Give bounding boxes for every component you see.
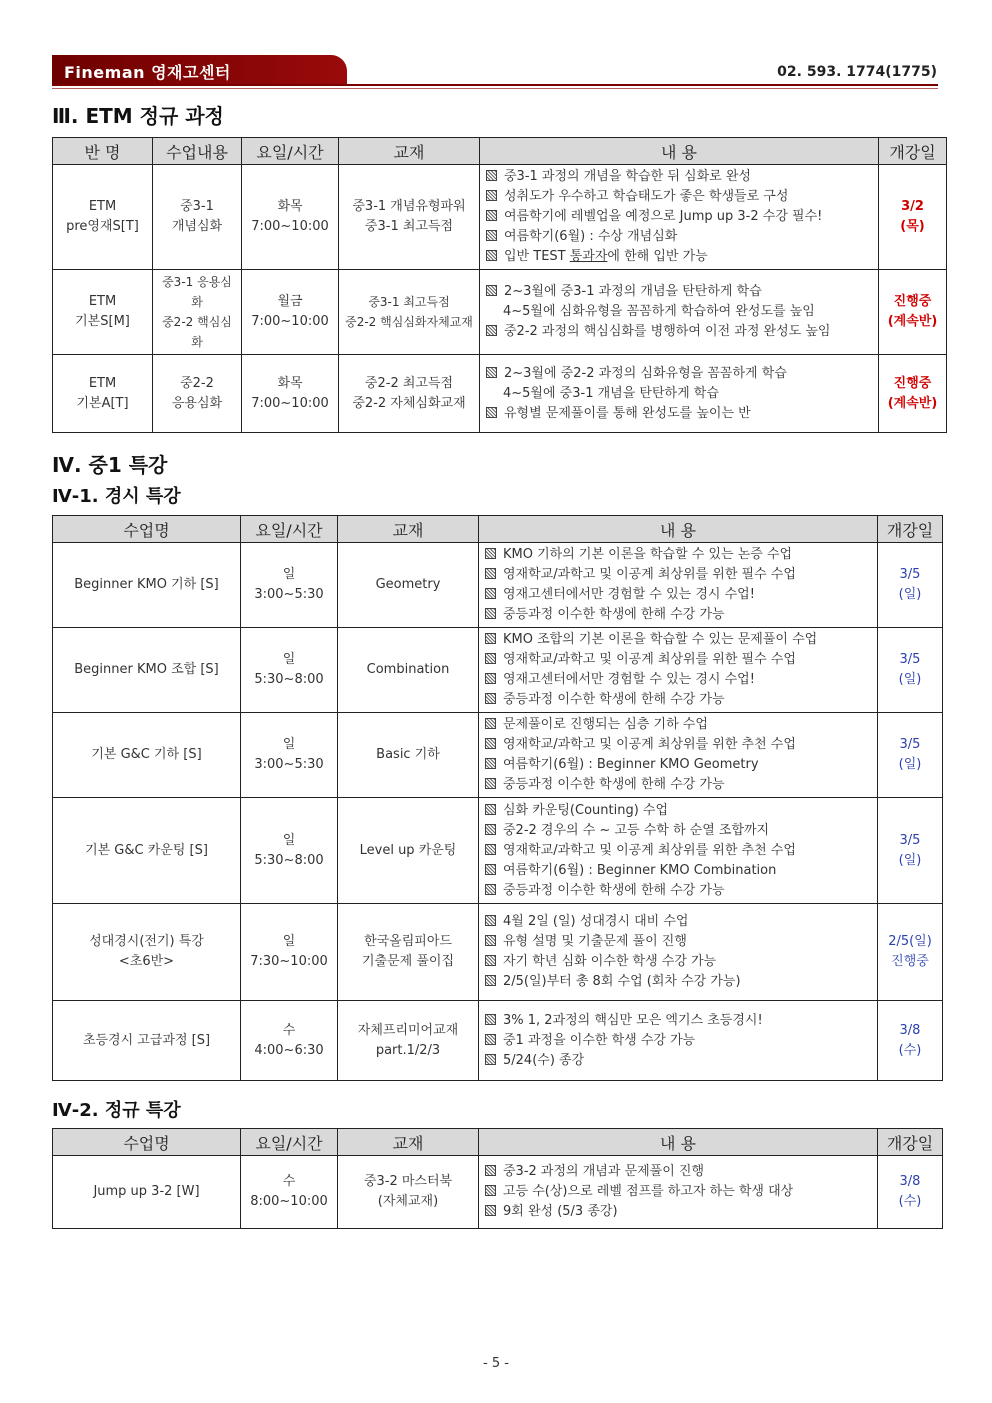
list-item: 4~5월에 중3-1 개념을 탄탄하게 학습 [503,385,719,401]
book-cell: 중3-1 개념유형파워 중3-1 최고득점 [339,165,480,270]
table-row [53,165,947,270]
underlined-text: 통과자 [569,249,608,264]
etm-header-row [53,138,947,165]
contest-header-row [53,516,943,543]
list-item: 9회 완성 (5/3 종강) [485,1202,871,1222]
list-item: 영재학교/과학고 및 이공계 최상위를 위한 추천 수업 [485,735,871,755]
class-name-cell: ETM 기본A[T] [53,355,153,433]
regular-table [52,1128,943,1229]
checkbox-bullet-icon [486,407,497,418]
table-row [53,628,943,713]
list-item: 입반 TEST 통과자에 한해 입반 가능 [486,247,872,267]
list-item: 여름학기(6월) : Beginner KMO Geometry [485,755,871,775]
lesson-cell: 중2-2 응용심화 [153,355,242,433]
list-item: 중등과정 이수한 학생에 한해 수강 가능 [485,690,871,710]
checkbox-bullet-icon [485,1054,496,1065]
book-cell: 중3-1 최고득점 중2-2 핵심심화자체교재 [339,270,480,355]
checkbox-bullet-icon [485,864,496,875]
description-cell [479,904,878,1001]
list-item: 문제풀이로 진행되는 심층 기하 수업 [485,715,871,735]
book-cell: Level up 카운팅 [338,798,479,904]
col-header: 내 용 [479,1129,878,1156]
col-header: 개강일 [878,516,943,543]
checkbox-bullet-icon [486,190,497,201]
checkbox-bullet-icon [485,1185,496,1196]
open-date-cell: 3/5 (일) [878,628,943,713]
checkbox-bullet-icon [485,884,496,895]
lesson-cell: 중3-1 응용심화 중2-2 핵심심화 [153,270,242,355]
open-date-cell: 3/5 (일) [878,543,943,628]
brand-tab [52,55,347,85]
list-item: 중등과정 이수한 학생에 한해 수강 가능 [485,605,871,625]
table-row [53,543,943,628]
list-item: 중2-2 과정의 핵심심화를 병행하여 이전 과정 완성도 높임 [486,322,872,342]
time-cell: 일 5:30~8:00 [241,628,338,713]
course-name-cell: 초등경시 고급과정 [S] [53,1001,241,1081]
book-cell: 중3-2 마스터북 (자체교재) [338,1156,479,1229]
list-item: 여름학기(6월) : Beginner KMO Combination [485,861,871,881]
course-name-cell: 기본 G&C 기하 [S] [53,713,241,798]
col-header: 수업내용 [153,138,242,165]
list-item: 4~5월에 심화유형을 꼼꼼하게 학습하여 완성도를 높임 [503,304,815,319]
subsection-title-regular: Ⅳ-2. 정규 특강 [52,1100,181,1121]
col-header: 요일/시간 [242,138,339,165]
time-cell: 일 3:00~5:30 [241,713,338,798]
page-number: - 5 - [483,1356,509,1371]
section-title-etm: Ⅲ. ETM 정규 과정 [52,104,224,128]
open-date-cell: 진행중 (계속반) [879,355,947,433]
open-date-cell: 2/5(일) 진행중 [878,904,943,1001]
list-item: 자기 학년 심화 이수한 학생 수강 가능 [485,952,871,972]
list-item: 중등과정 이수한 학생에 한해 수강 가능 [485,881,871,901]
col-header: 요일/시간 [241,516,338,543]
open-date-cell: 3/2 (목) [879,165,947,270]
section-title-middle1: Ⅳ. 중1 특강 [52,453,168,477]
description-cell [479,713,878,798]
list-item: 영재학교/과학고 및 이공계 최상위를 위한 필수 수업 [485,565,871,585]
book-cell: 중2-2 최고득점 중2-2 자체심화교재 [339,355,480,433]
list-item: 고등 수(상)으로 레벨 점프를 하고자 하는 학생 대상 [485,1182,871,1202]
description-cell [480,270,879,355]
list-item: 유형 설명 및 기출문제 풀이 진행 [485,932,871,952]
open-date-cell: 진행중 (계속반) [879,270,947,355]
list-item: 2~3월에 중3-1 과정의 개념을 탄탄하게 학습 [486,282,872,302]
contest-table [52,515,943,1081]
time-cell: 화목 7:00~10:00 [242,165,339,270]
checkbox-bullet-icon [485,633,496,644]
class-name-cell: ETM 기본S[M] [53,270,153,355]
checkbox-bullet-icon [485,588,496,599]
list-item: 중2-2 경우의 수 ~ 고등 수학 하 순열 조합까지 [485,821,871,841]
checkbox-bullet-icon [486,230,497,241]
open-date-cell: 3/5 (일) [878,713,943,798]
open-date-cell: 3/5 (일) [878,798,943,904]
brand-title: Fineman 영재고센터 [64,63,231,82]
col-header: 교재 [339,138,480,165]
checkbox-bullet-icon [485,804,496,815]
checkbox-bullet-icon [486,285,497,296]
checkbox-bullet-icon [486,325,497,336]
table-row [53,798,943,904]
lesson-cell: 중3-1 개념심화 [153,165,242,270]
checkbox-bullet-icon [485,1014,496,1025]
course-name-cell: 성대경시(전기) 특강 <초6반> [53,904,241,1001]
checkbox-bullet-icon [485,568,496,579]
table-row [53,1001,943,1081]
course-name-cell: 기본 G&C 카운팅 [S] [53,798,241,904]
table-row [53,355,947,433]
list-item: 중3-2 과정의 개념과 문제풀이 진행 [485,1162,871,1182]
phone-number: 02. 593. 1774(1775) [777,64,937,80]
list-item: 3% 1, 2과정의 핵심만 모은 엑기스 초등경시! [485,1011,871,1031]
description-cell [479,1156,878,1229]
list-item: 5/24(수) 종강 [485,1051,871,1071]
checkbox-bullet-icon [486,170,497,181]
list-item: 중1 과정을 이수한 학생 수강 가능 [485,1031,871,1051]
time-cell: 수 8:00~10:00 [241,1156,338,1229]
table-row [53,713,943,798]
list-item: 유형별 문제풀이를 통해 완성도를 높이는 반 [486,404,872,424]
list-item: 여름학기에 레벨업을 예정으로 Jump up 3-2 수강 필수! [486,207,872,227]
header-rule-thin [52,88,938,89]
checkbox-bullet-icon [485,975,496,986]
col-header: 내 용 [480,138,879,165]
checkbox-bullet-icon [485,608,496,619]
checkbox-bullet-icon [485,844,496,855]
list-item: 성취도가 우수하고 학습태도가 좋은 학생들로 구성 [486,187,872,207]
col-header: 요일/시간 [241,1129,338,1156]
checkbox-bullet-icon [485,653,496,664]
course-name-cell: Beginner KMO 조합 [S] [53,628,241,713]
checkbox-bullet-icon [485,1034,496,1045]
time-cell: 일 3:00~5:30 [241,543,338,628]
list-item: KMO 조합의 기본 이론을 학습할 수 있는 문제풀이 수업 [485,630,871,650]
list-item: 영재고센터에서만 경험할 수 있는 경시 수업! [485,585,871,605]
checkbox-bullet-icon [485,673,496,684]
description-cell [480,355,879,433]
checkbox-bullet-icon [485,718,496,729]
list-item: 4월 2일 (일) 성대경시 대비 수업 [485,912,871,932]
checkbox-bullet-icon [486,367,497,378]
header-rule [52,84,938,86]
checkbox-bullet-icon [485,1165,496,1176]
table-row [53,270,947,355]
list-item: KMO 기하의 기본 이론을 학습할 수 있는 논증 수업 [485,545,871,565]
description-cell [480,165,879,270]
checkbox-bullet-icon [485,824,496,835]
book-cell: Combination [338,628,479,713]
book-cell: Basic 기하 [338,713,479,798]
book-cell: 한국올림피아드 기출문제 풀이집 [338,904,479,1001]
checkbox-bullet-icon [485,935,496,946]
table-row [53,904,943,1001]
list-item: 영재학교/과학고 및 이공계 최상위를 위한 추천 수업 [485,841,871,861]
checkbox-bullet-icon [485,548,496,559]
col-header: 개강일 [879,138,947,165]
list-item: 심화 카운팅(Counting) 수업 [485,801,871,821]
list-item: 2~3월에 중2-2 과정의 심화유형을 꼼꼼하게 학습 [486,364,872,384]
list-item: 2/5(일)부터 총 8회 수업 (회차 수강 가능) [485,972,871,992]
description-cell [479,543,878,628]
col-header: 수업명 [53,1129,241,1156]
col-header: 수업명 [53,516,241,543]
open-date-cell: 3/8 (수) [878,1156,943,1229]
regular-header-row [53,1129,943,1156]
course-name-cell: Beginner KMO 기하 [S] [53,543,241,628]
col-header: 개강일 [878,1129,943,1156]
checkbox-bullet-icon [485,915,496,926]
col-header: 교재 [338,1129,479,1156]
time-cell: 일 5:30~8:00 [241,798,338,904]
checkbox-bullet-icon [485,1205,496,1216]
description-cell [479,1001,878,1081]
checkbox-bullet-icon [486,210,497,221]
col-header: 내 용 [479,516,878,543]
col-header: 반 명 [53,138,153,165]
book-cell: 자체프리미어교재 part.1/2/3 [338,1001,479,1081]
time-cell: 수 4:00~6:30 [241,1001,338,1081]
time-cell: 월금 7:00~10:00 [242,270,339,355]
list-item: 중등과정 이수한 학생에 한해 수강 가능 [485,775,871,795]
book-cell: Geometry [338,543,479,628]
time-cell: 일 7:30~10:00 [241,904,338,1001]
list-item: 영재고센터에서만 경험할 수 있는 경시 수업! [485,670,871,690]
table-row [53,1156,943,1229]
course-name-cell: Jump up 3-2 [W] [53,1156,241,1229]
checkbox-bullet-icon [485,778,496,789]
description-cell [479,798,878,904]
etm-table [52,137,947,433]
subsection-title-contest: Ⅳ-1. 경시 특강 [52,486,181,507]
list-item: 중3-1 과정의 개념을 학습한 뒤 심화로 완성 [486,167,872,187]
list-item: 영재학교/과학고 및 이공계 최상위를 위한 필수 수업 [485,650,871,670]
class-name-cell: ETM pre영재S[T] [53,165,153,270]
description-cell [479,628,878,713]
col-header: 교재 [338,516,479,543]
checkbox-bullet-icon [485,693,496,704]
list-item: 여름학기(6월) : 수상 개념심화 [486,227,872,247]
time-cell: 화목 7:00~10:00 [242,355,339,433]
checkbox-bullet-icon [485,738,496,749]
checkbox-bullet-icon [485,758,496,769]
open-date-cell: 3/8 (수) [878,1001,943,1081]
checkbox-bullet-icon [485,955,496,966]
checkbox-bullet-icon [486,250,497,261]
